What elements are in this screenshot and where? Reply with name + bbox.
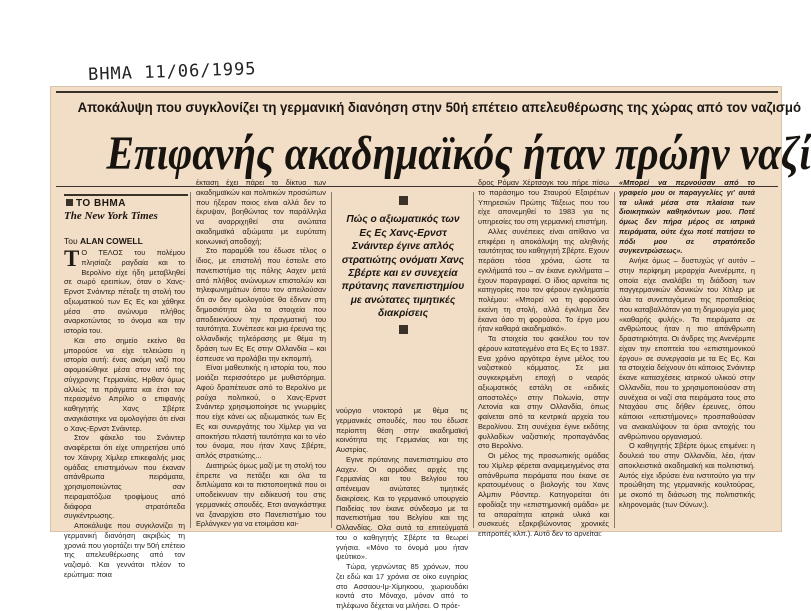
article-column-5 — [619, 178, 755, 530]
paragraph: έκταση έχει πάρει το δίκτυο των ακαδημαϊκών και πολιτικών προσώπων που ήξεραν ποιος είναι αλλά δεν το έκρυψαν, βοηθώντας τον παράλληλα να αναρριχηθεί στα ανώτατα ακαδημαϊκά αξιώματα με ευρύτατη κοινωνική αποδοχή; — [196, 178, 326, 246]
article-column-1 — [64, 246, 185, 579]
paragraph: Τα στοιχεία του φακέλου του τον φέρουν κατατεγμένο στα Ες Ες το 1937. Ενα χρόνο αργότερα έγινε μέλος του ναζιστικού κόμματος. Σε μια συγκεκριμένη εποχή ο νεαρός αξιωματικός εστάλη σε «ειδικές αποστολές» στην Πολωνία, στην Λετονία και στην Ολλανδία, όπως φαίνεται από τα κεντρικά αρχεία του Βερολίνου. Στη συνέχεια έγινε εκδότης φυλλαδίων ναζιστικής προπαγάνδας στο Βερολίνο. — [478, 334, 609, 451]
column-divider — [331, 192, 332, 528]
square-bullet-icon — [66, 199, 73, 206]
top-rule — [56, 91, 778, 93]
article-column-4 — [478, 178, 609, 538]
byline-author: ALAN COWELL — [80, 236, 143, 246]
paragraph: Στο παραμύθι του έδωσε τέλος ο ίδιος, με επιστολή που έστειλε στο πανεπιστήμιο της πόλης Ααχεν μετά από πλήθος ανώνυμων επιστολών και τηλεφωνημάτων όπου τον απειλούσαν ότι αν δεν ομολογούσε θα έδιναν στη δημοσιότητα όλα τα στοιχεία που αποδεικνύουν την πραγματική του ταυτότητα. Συνέπεσε και μια έρευνα της ολλανδικής τηλεόρασης με θέμα τη δράση των Ες Ες στην Ολλανδία – και έσπευσε να προλάβει την εκπομπή. — [196, 246, 326, 363]
square-bullet-icon — [399, 196, 408, 205]
brand-rule — [64, 194, 188, 196]
paragraph: Αλλες συνέπειες είναι απίθανο να επιφέρει η αποκάλυψη της αληθινής ταυτότητας του καθηγητή Σβέρτε. Εχουν περάσει τόσα χρόνια, ώστε τα εγκλήματά του – αν έκανε εγκλήματα – έχουν παραγραφεί. Ο ίδιος αρνείται τις κατηγορίες που τον φέρουν εγκληματία πολέμου: «Μπορεί να τη φορούσα εκείνη τη στολή, αλλά έγκλημα δεν έκανα όσο τη φορούσα. Το έργο μου ήταν καθαρά ακαδημαϊκό». — [478, 226, 609, 334]
article-column-2 — [196, 178, 326, 530]
paragraph: Οι μέλος της προσωπικής ομάδας του Χίμλερ φέρεται αναμεμειγμένος στα απάνθρωπα πειράματα που έκανε σε κρατουμένους ο βιολογής του Χανς Αλμπιν Ρόσντερ. Κατηγορείται ότι εφοδίαζε την «επιστημονική ομάδα» με τα απαραίτητα ιατρικά υλικά και συσκευές εξακριβώνοντας χρονικές επιτροπές κλπ.). Αυτό δεν το αρνείται: — [478, 451, 609, 538]
paragraph: Εγινε πρύτανης πανεπιστημίου στο Ααχεν. Οι αρμόδιες αρχές της Γερμανίας και του Βελγίου του απένειμαν ανώτατες τιμητικές διακρίσεις. Και το γερμανικό υπουργείο Παιδείας τον έκανε σύνδεσμο με τα πανεπιστήμια του Βελγίου και της Ολλανδίας. Ολα αυτά τα επιτεύγματά του ο καθηγητής Σβέρτε τα θεωρεί γνήσια. «Μόνο το όνομά μου ήταν ψεύτικο». — [336, 454, 468, 562]
section-label: ΤΟ ΒΗΜΑ — [76, 198, 126, 209]
paragraph: Τώρα, γερνώντας 85 χρόνων, που ζει εδώ και 17 χρόνια σε οίκο ευγηρίας στο Ασσαου-Ιμ-Χίμηκοου, χωριουδάκι κοντά στο Μόναχο, μόνον από το τηλέφωνο δέχεται να μιλήσει. Ο πρόε- — [336, 562, 468, 610]
section-brand — [64, 194, 188, 222]
byline — [64, 236, 143, 246]
paragraph: δρος Ρόμαν Χέρτσογκ του πήρε πίσω το παράσημο του Σταυρού Εξαιρέτων Υπηρεσιών Πρώτης Τάξεως που του είχε απονεμηθεί το 1983 για τις υπηρεσίες του στη γερμανική επιστήμη. — [478, 178, 609, 226]
partner-name: The New York Times — [64, 210, 158, 222]
paragraph: Διατηρώς όμως μαζί με τη στολή του έπρεπε να πετάξει και όλα τα διπλώματα και τα πιστοποιητικά που οι υποδείκνυαν την ειδίκευσή του στις γερμανικές σπουδές. Ετσι αναγκάστηκε να ξαναρχίσει στο Πανεπιστήμιο του Ερλάνγκεν για να ετοιμάσει και- — [196, 460, 326, 529]
paragraph: Ανήκε όμως – δυστυχώς γι' αυτόν – στην περίφημη μεραρχία Ανενέρμπε, η οποία είχε αναλάβει τη διάδοση των παγγερμανικών ιδανικών του Χίτλερ με όλα τα συνεπαγόμενα της προπαθείας που καταβαλλόταν για τη δημιουργία μιας «καθαρής φυλής». Τα πειράματα σε ανθρώπους ήταν η πιο απάνθρωπη δραστηριότητα. Οι άνδρες της Ανενέρμπε είχαν την εποπτεία του «επιστημονικού έργου» σε συνεργασία με τα Ες Ες. Και τα στοιχεία δείχνουν ότι κάποιος Σνάιντερ έκανε κατασχέσεις ιατρικού υλικού στην Ολλανδία, που το χρησιμοποιούσαν στη συνέχεια οι ναζί στα πειράματα τους στο Νταχάου στις δήθεν έρευνες, όπου κάποιοι «επιστήμονες» προσπαθούσαν να ανακαλύψουν τα όρια αντοχής του ανθρώπινου οργανισμού. — [619, 256, 755, 441]
column-divider — [614, 192, 615, 528]
pull-quote — [339, 192, 467, 398]
kicker-subheadline: Αποκάλυψη που συγκλονίζει τη γερμανική διανόηση στην 50ή επέτειο απελευθέρωσης της χώρας από τον ναζισμό — [77, 99, 802, 115]
paragraph — [64, 248, 185, 336]
byline-prefix: Του — [64, 236, 78, 246]
paragraph: Αποκάλυψε που συγκλονίζει τη γερμανική διανόηση ακριβώς τη χρονιά που γιορτάζει την 50ή επέτειο της απελευθέρωσης από τον ναζισμό. Και γεννάται πλέον το ερώτημα: ποια — [64, 521, 185, 579]
main-headline: Επιφανής ακαδημαϊκός ήταν πρώην ναζί — [106, 127, 811, 180]
article-column-3 — [336, 406, 468, 610]
section-name — [64, 198, 188, 209]
paragraph-text: Ο ΤΕΛΟΣ του πολέμου πλησίαζε ραγδαία και το Βερολίνο είχε ήδη μεταβληθεί σε σωρό ερειπίων, όταν ο Χανς-Ερνστ Σνάιντερ πέταξε τη στολή του αξιωματικού των Ες Ες και χάθηκε μέσα στο ανώνυμο πλήθος αναρκοτώντας το όνομα και την ιστορία του. — [64, 248, 185, 335]
paragraph: νούργιο ντοκτορά με θέμα τις γερμανικές σπουδές, που του έδωσε περίοπτη θέση στην ακαδημαϊκή κοινότητα της Γερμανίας και της Αυστρίας. — [336, 406, 468, 454]
paragraph: Είναι μαθευτικής η ιστορία του, που μοιάζει περισσότερο με μυθιστόρημα. Αφού δραπέτευσε από το Βερολίνο με ρούχα πολιτικού, ο Χανς-Ερνστ Σνάιντερ χρησιμοποίησε τις γνωριμίες που είχε κάνει ως αξιωματικός των Ες Ες και συνεργάτης του Χίμλερ για να αποκτήσει πλαστή ταυτότητα και το νέο του όνομα, που ήταν Χανς Σβέρτε, απλός στρατιώτης... — [196, 363, 326, 460]
pull-quote-text: Πώς ο αξιωματικός των Ες Ες Χανς-Ερνστ Σνάιντερ έγινε απλός στρατιώτης ονόματι Χανς Σβέρτε και εν συνεχεία πρύτανης πανεπιστημίου με ανώτατες τιμητικές διακρίσεις — [341, 214, 465, 320]
square-bullet-icon — [399, 325, 408, 334]
paragraph: «Μπορεί να περνούσαν από το γραφείο μου οι παραγγελίες γι' αυτά τα υλικά μέσα στα πλαίσια των διοικητικών καθηκόντων μου. Ποτέ όμως δεν πήρα μέρος σε ιατρικά πειράματα, ούτε έχω ποτέ πατήσει το πόδι μου σε στρατόπεδο συγκεντρώσεως». — [619, 178, 755, 256]
column-divider — [473, 192, 474, 528]
column-divider — [190, 192, 191, 528]
paragraph: Ο καθηγητής Σβέρτε όμως επιμένει: η δουλειά του στην Ολλανδία, λέει, ήταν αποκλειστικά ακαδημαϊκή και πολιτιστική. Αυτός είχε ιδρύσει ένα ινστιτούτο για την προώθηση της γερμανικής κουλτούρας, με σκοπό τη διάσωση της πολιτιστικής κληρονομιάς (των Ούνων;). — [619, 441, 755, 509]
drop-cap: Τ — [64, 246, 80, 271]
handwritten-date-note: ΒΗΜΑ 11/06/1995 — [87, 59, 257, 85]
paragraph: Και στο σημείο εκείνο θα μπορούσε να είχε τελειώσει η ιστορία αυτή: ένας ακόμη ναζί που αφομοιώθηκε μέσα στον ιστό της σύγχρονης Γερμανίας. Ηρθαν όμως αλλιώς τα πράγματα και έτσι τον περασμένο Απρίλιο ο επιφανής καθηγητής Χανς Σβέρτε αναγκάστηκε να ομολογήσει ότι είναι ο Χανς-Ερνστ Σνάιντερ. — [64, 335, 185, 433]
paragraph: Στον φάκελο του Σνάιντερ αναφέρεται ότι είχε υπηρετήσει υπό τον Χάινριχ Χίμλερ επικεφαλής μιας ομάδας επιστημόνων που έκαναν απάνθρωπα πειράματα, χρησιμοποιώντας σαν πειραματόζωα τροφίμους από διάφορα στρατόπεδα συγκέντρωσης. — [64, 433, 185, 521]
